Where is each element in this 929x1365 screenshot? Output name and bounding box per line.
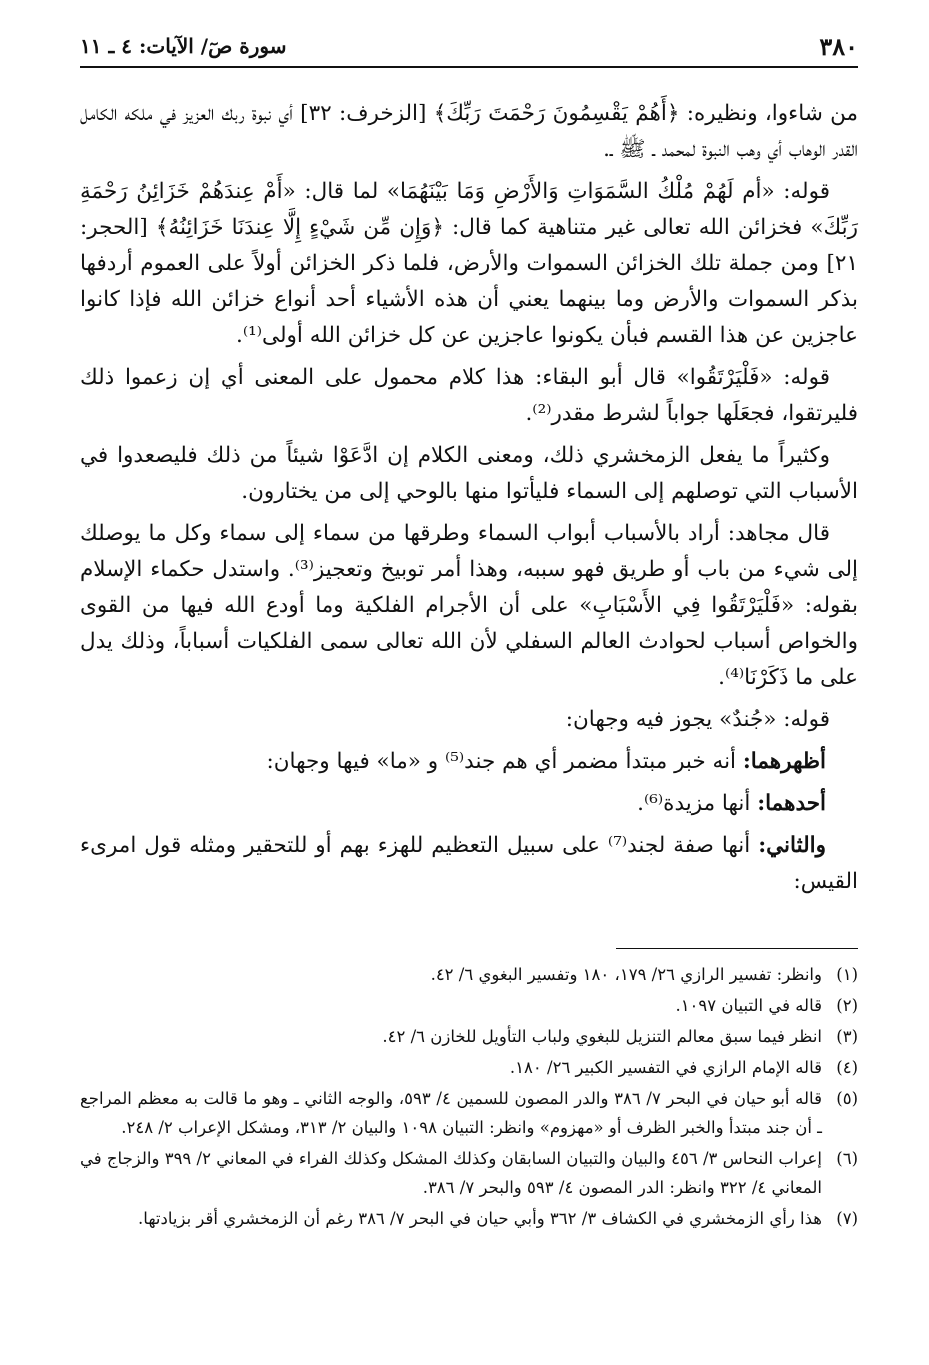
point-item: [80, 744, 858, 780]
footnote-number: (١): [836, 965, 858, 984]
paragraph: قوله: «فَلْيَرْتَقُوا» قال أبو البقاء: هذا كلام محمول على المعنى أي إن زعموا ذلك فليرتقوا، فجعَلَها جواباً لشرط مقدر⁽²⁾.: [80, 365, 858, 426]
footnote-number: (٢): [836, 996, 858, 1015]
footnote-number: (٣): [836, 1027, 858, 1046]
main-text: [80, 96, 858, 906]
footnote-text: انظر فيما سبق معالم التنزيل للبغوي ولباب التأويل للخازن ٦/ ٤٢.: [382, 1027, 822, 1046]
footnote-text: هذا رأي الزمخشري في الكشاف ٣/ ٣٦٢ وأبي حيان في البحر ٧/ ٣٨٦ رغم أن الزمخشري أقر بزيادتها.: [138, 1209, 822, 1228]
footnote: [80, 1053, 858, 1082]
page-number: ٣٨٠: [819, 32, 858, 61]
page-header: [80, 32, 858, 68]
point-label: والثاني:: [758, 833, 826, 858]
point-text: أنها صفة لجند⁽⁷⁾ على سبيل التعظيم للهزء بهم أو للتحقير ومثله قول امرىء القيس:: [80, 833, 858, 894]
surah-title: سورة صٓ/ الآيات: ٤ ـ ١١: [80, 34, 287, 58]
footnote: [80, 991, 858, 1020]
point-text: أنها مزيدة⁽⁶⁾.: [637, 791, 758, 816]
footnotes: [80, 960, 858, 1235]
point-label: أظهرهما:: [742, 749, 826, 774]
footnote-number: (٦): [836, 1149, 858, 1168]
point-label: أحدهما:: [757, 791, 826, 816]
paragraph: قوله: «جُندٌ» يجوز فيه وجهان:: [565, 707, 830, 732]
paragraph: وكثيراً ما يفعل الزمخشري ذلك، ومعنى الكلام إن ادَّعَوْا شيئاً من ذلك فليصعدوا في الأسباب التي توصلهم إلى السماء فليأتوا منها بالوحي إلى من يختارون.: [80, 443, 858, 504]
footnote-text: إعراب النحاس ٣/ ٤٥٦ والبيان والتبيان السابقان وكذلك المشكل وكذلك الفراء في المعاني ٢/ ٣٩٩ والزجاج في المعاني ٤/ ٣٢٢ وانظر: الدر المصون ٤/ ٥٩٣ والبحر ٧/ ٣٨٦.: [80, 1149, 822, 1197]
point-text: أنه خبر مبتدأ مضمر أي هم جند⁽⁵⁾ و «ما» فيها وجهان:: [266, 749, 743, 774]
footnote-number: (٧): [836, 1209, 858, 1228]
footnote: [80, 1144, 858, 1202]
footnote-number: (٥): [836, 1089, 858, 1108]
paragraph: من شاءوا، ونظيره: ﴿أَهُمْ يَقْسِمُونَ رَحْمَتَ رَبِّكَ﴾ [الزخرف: ٣٢] أي نبوة ربك العزيز في ملكه الكامل القدر الوهاب أي وهب النبوة لمحمد ـ ﷺ ـ.: [80, 101, 859, 162]
footnote-text: قاله الإمام الرازي في التفسير الكبير ٢٦/ ١٨٠.: [509, 1058, 822, 1077]
paragraph: قوله: «أم لَهُمْ مُلْكُ السَّمَوَاتِ وَالأَرْضِ وَمَا بَيْنَهُمَا» لما قال: «أَمْ عِندَهُمْ خَزَائِنُ رَحْمَةِ رَبِّكَ» فخزائن الله تعالى غير متناهية كما قال: ﴿وَإِن مِّن شَيْءٍ إِلَّا عِندَنَا خَزَائِنُهُ﴾ [الحجر: ٢١] ومن جملة تلك الخزائن السموات والأرض، فلما ذكر الخزائن أولاً على العموم أردفها بذكر السموات والأرض وما بينهما يعني أن هذه الأشياء أحد أنواع خزائن الله فإذا كانوا عاجزين عن هذا القسم فبأن يكونوا عاجزين عن كل خزائن الله أولى⁽¹⁾.: [80, 179, 858, 348]
point-item: [80, 786, 858, 822]
point-item: [80, 828, 858, 900]
footnote-text: قاله أبو حيان في البحر ٧/ ٣٨٦ والدر المصون للسمين ٤/ ٥٩٣، والوجه الثاني ـ وهو ما قالت به معظم المراجع ـ أن جند مبتدأ والخبر الظرف أو «مهزوم» وانظر: التبيان ١٠٩٨ والبيان ٢/ ٣١٣، ومشكل الإعراب ٢/ ٢٤٨.: [80, 1089, 822, 1137]
footnote: [80, 960, 858, 989]
footnote: [80, 1204, 858, 1233]
footnote-text: وانظر: تفسير الرازي ٢٦/ ١٧٩، ١٨٠ وتفسير البغوي ٦/ ٤٢.: [430, 965, 822, 984]
paragraph: قال مجاهد: أراد بالأسباب أبواب السماء وطرقها من سماء إلى سماء وكل ما يوصلك إلى شيء من باب أو طريق فهو سببه، وهذا أمر توبيخ وتعجيز⁽³⁾. واستدل حكماء الإسلام بقوله: «فَلْيَرْتَقُوا فِي الأَسْبَابِ» على أن الأجرام الفلكية وما أودع الله فيها من القوى والخواص أسباب لحوادث العالم السفلي لأن الله تعالى سمى الفلكيات أسباباً، وذلك يدل على ما ذَكَرْنَا⁽⁴⁾.: [80, 521, 858, 690]
footnote-number: (٤): [836, 1058, 858, 1077]
footnote: [80, 1022, 858, 1051]
footnote-text: قاله في التبيان ١٠٩٧.: [675, 996, 822, 1015]
footnote: [80, 1084, 858, 1142]
book-page: [80, 0, 858, 1365]
footnote-divider: [616, 948, 858, 949]
